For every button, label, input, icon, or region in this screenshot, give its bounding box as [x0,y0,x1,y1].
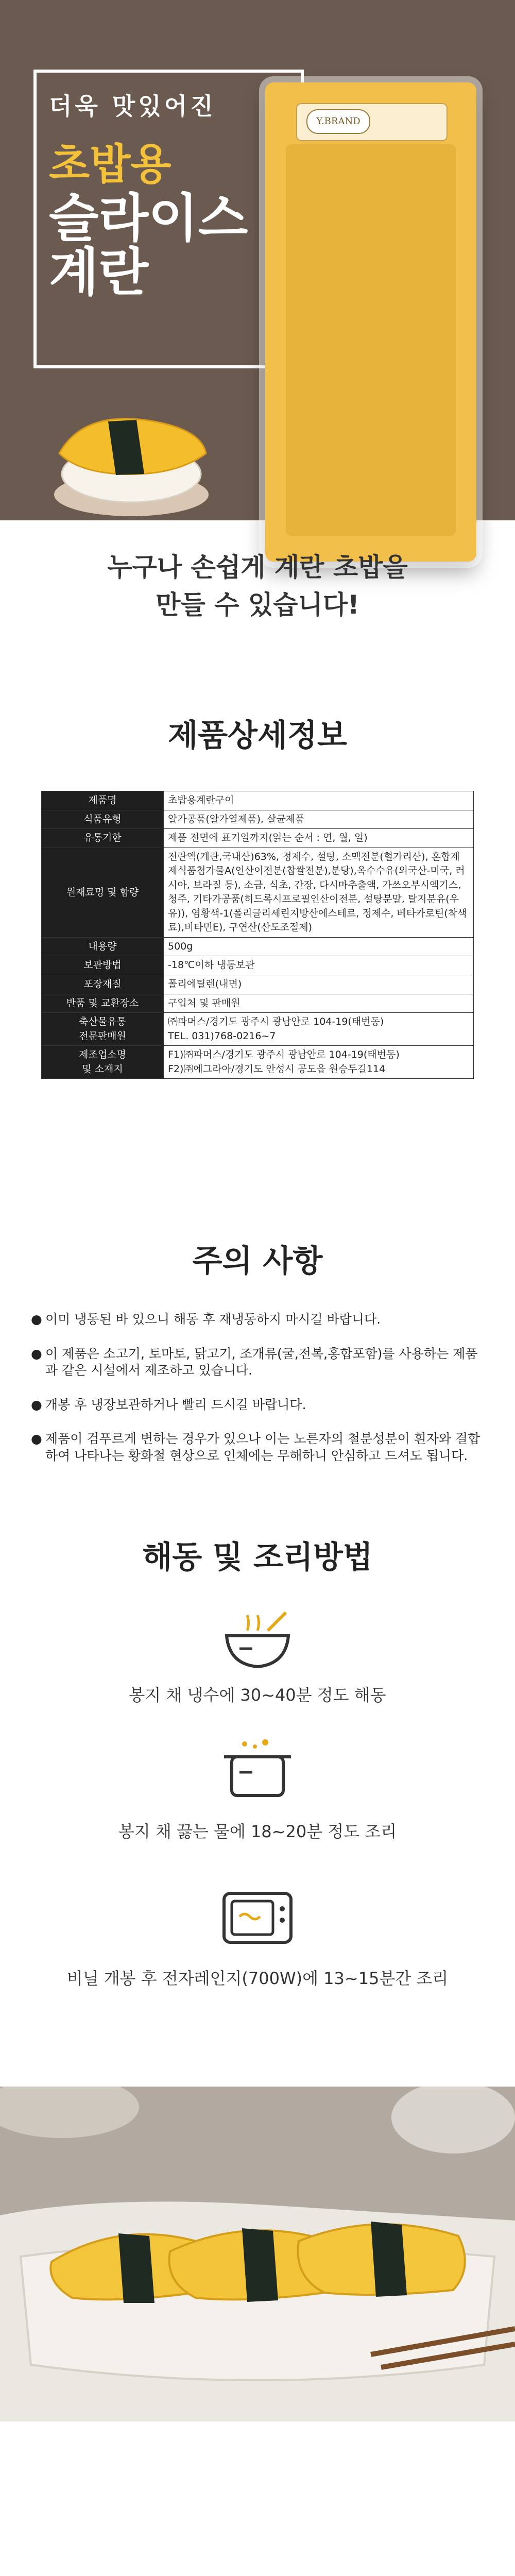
detail-value: 폴리에틸렌(내면) [164,975,474,994]
detail-row [42,1013,474,1046]
detail-value: 초밥용계란구이 [164,791,474,810]
pack-brand-logo: Y.BRAND [306,109,370,134]
bullet-icon: ● [31,1431,42,1446]
detail-row [42,829,474,848]
detail-key: 축산물유통 전문판매원 [42,1013,164,1046]
caution-item [31,1431,484,1464]
caution-text: 개봉 후 냉장보관하거나 빨리 드시길 바랍니다. [45,1397,306,1412]
detail-key: 내용량 [42,937,164,956]
detail-key: 제품명 [42,791,164,810]
detail-key: 반품 및 교환장소 [42,994,164,1013]
caution-text: 이 제품은 소고기, 토마토, 닭고기, 조개류(굴,전복,홍합포함)를 사용하는 제품과 같은 시설에서 제조하고 있습니다. [45,1346,478,1378]
hero-subtitle [0,549,515,623]
bullet-icon: ● [31,1397,42,1412]
detail-row [42,994,474,1013]
product-details-table [41,791,474,1079]
sushi-plate-photo [0,2087,515,2421]
caution-item [31,1397,484,1414]
detail-key: 포장재질 [42,975,164,994]
caution-item [31,1311,484,1328]
details-title: 제품상세정보 [168,718,347,754]
hero-section [0,0,515,659]
caution-item [31,1346,484,1379]
detail-value: 제품 전면에 표기일까지(읽는 순서 : 연, 월, 일) [164,829,474,848]
product-pack-image [265,82,476,562]
caution-list [31,1311,484,1482]
bullet-icon: ● [31,1346,42,1361]
caution-text: 제품이 검푸르게 변하는 경우가 있으나 이는 노른자의 철분성분이 흰자와 결합하여 나타나는 황화철 현상으로 인체에는 무해하니 안심하고 드셔도 됩니다. [45,1431,480,1463]
detail-key: 보관방법 [42,956,164,975]
detail-row [42,1046,474,1079]
detail-key: 원재료명 및 함량 [42,848,164,937]
detail-row [42,975,474,994]
howto-title: 해동 및 조리방법 [142,1539,373,1575]
detail-value: ㈜파머스/경기도 광주시 광남안로 104-19(태번동) TEL. 031)768-0216~7 [164,1013,474,1046]
detail-value: 전란액(계란,국내산)63%, 정제수, 설탕, 소맥전분(혈가리산), 혼합제제식품첨가물A(인산이전분(찹쌀전분),분당),옥수수유(외국산-미국, 러시아, 브라질 등), 소금, 식초, 간장, 다시마추출액, 가쓰오부시엑기스, 청주, 기타가공품(히드록시프로필인산이전분, 설탕분말, 탈지분유(우유)), 염황색-1(폴리글리세린지방산에스테르, 정제수, 베타카로틴(착색료),비타민E), 구연산(산도조절제) [164,848,474,937]
bowl-icon [216,1607,299,1674]
step-thaw-text: 봉지 채 냉수에 30~40분 정도 해동 [129,1685,386,1705]
bullet-icon: ● [31,1312,42,1327]
caution-title: 주의 사항 [192,1243,323,1279]
pot-icon [216,1736,299,1803]
detail-key: 유통기한 [42,829,164,848]
detail-row [42,791,474,810]
hero-subtitle-line2: 만들 수 있습니다! [156,589,359,620]
detail-row [42,937,474,956]
detail-value: F1)㈜파머스/경기도 광주시 광남안로 104-19(태번동) F2)㈜에그라아/경기도 안성시 공도읍 원승두길114 [164,1046,474,1079]
egg-sushi-illustration [46,392,216,520]
step-microwave-text: 비닐 개봉 후 전자레인지(700W)에 13~15분간 조리 [66,1969,449,1988]
detail-row [42,848,474,937]
detail-value: -18℃이하 냉동보관 [164,956,474,975]
detail-row [42,810,474,829]
detail-value: 500g [164,937,474,956]
hero-tagline: 더욱 맛있어진 [49,92,216,120]
detail-key: 식품유형 [42,810,164,829]
pack-egg-block [286,144,456,536]
microwave-icon [216,1883,299,1950]
hero-subtitle-line1: 누구나 손쉽게 계란 초밥을 [107,552,408,582]
step-boil-text: 봉지 채 끓는 물에 18~20분 정도 조리 [118,1822,397,1841]
hero-title-line2: 계란 [49,242,149,302]
detail-row [42,956,474,975]
hero-title-block [49,88,248,302]
detail-key: 제조업소명 및 소재지 [42,1046,164,1079]
hero-title-line1: 슬라이스 [49,188,248,248]
detail-value: 알가공품(알가열제품), 살균제품 [164,810,474,829]
detail-value: 구입처 및 판매원 [164,994,474,1013]
caution-text: 이미 냉동된 바 있으니 해동 후 재냉동하지 마시길 바랍니다. [45,1312,381,1327]
hero-highlight: 초밥용 [49,140,171,189]
